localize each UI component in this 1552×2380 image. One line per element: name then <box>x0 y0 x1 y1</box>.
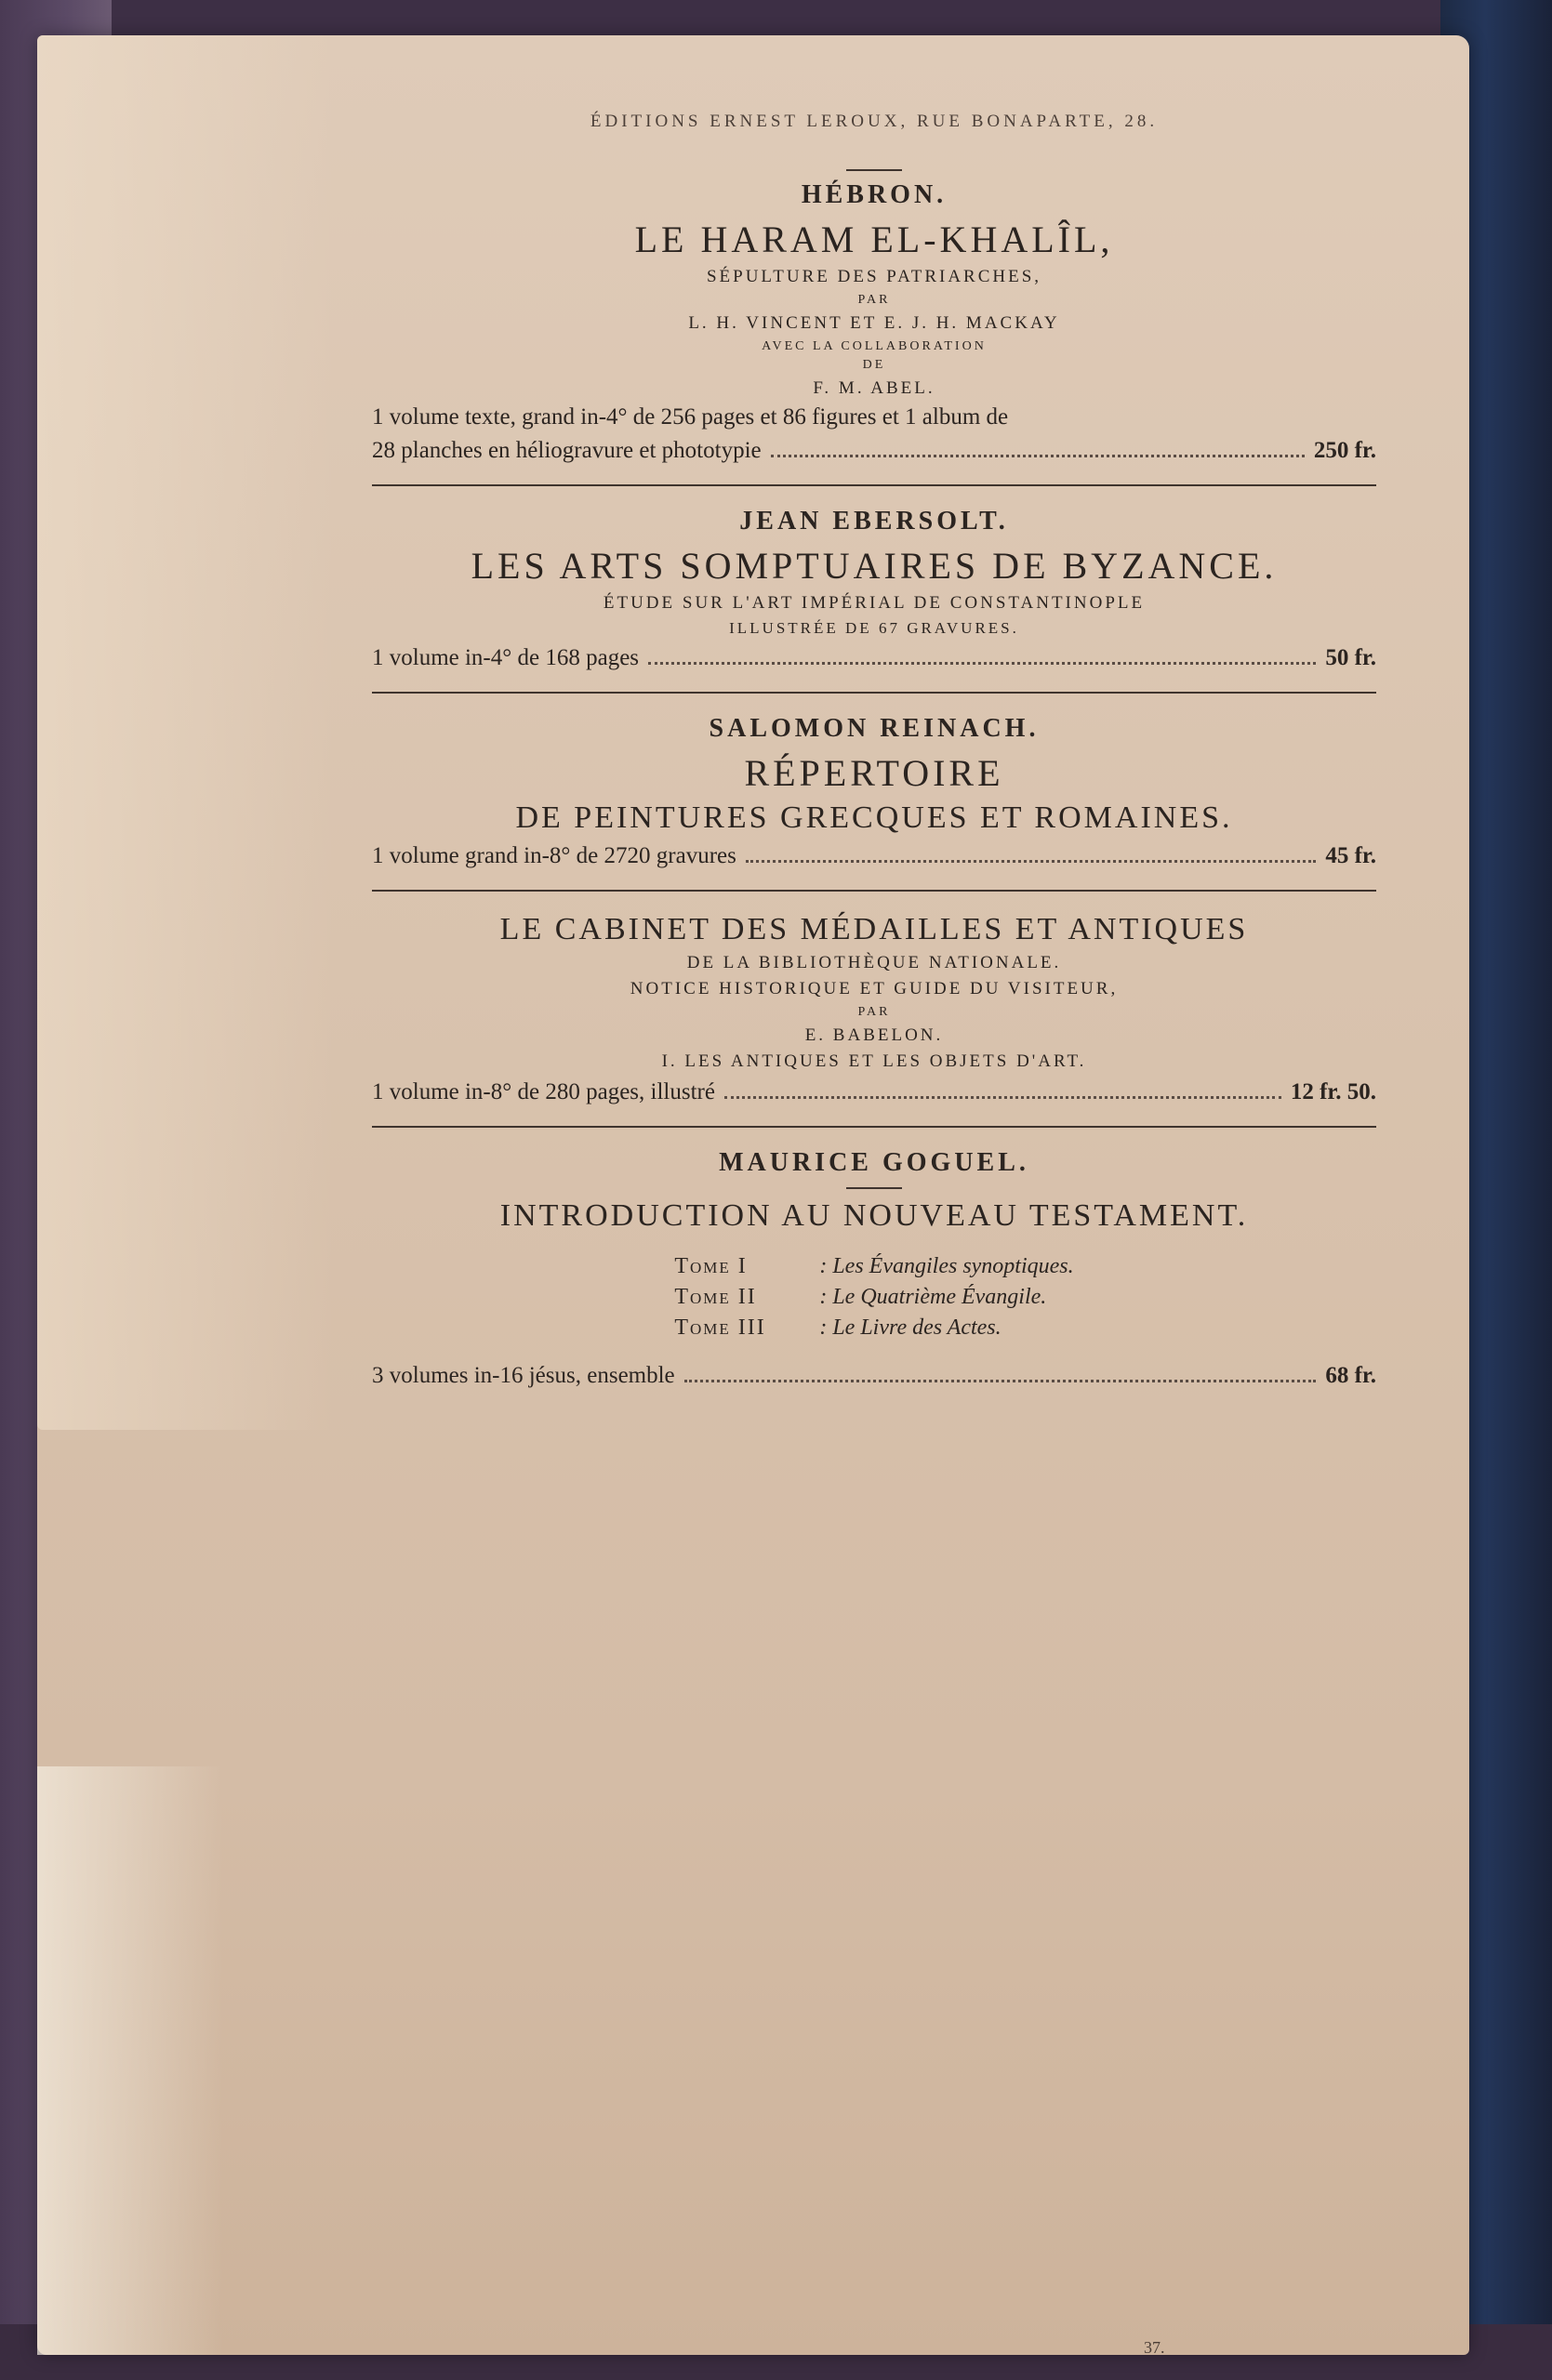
entry-desc: 3 volumes in-16 jésus, ensemble <box>372 1363 675 1388</box>
entry-goguel <box>372 1148 1376 1389</box>
entry-price: 45 fr. <box>1325 843 1376 868</box>
entry-par: PAR <box>857 293 891 307</box>
entry-title: LE HARAM EL-KHALÎL, <box>634 218 1114 260</box>
entry-ebersolt <box>372 507 1376 671</box>
divider <box>846 1187 902 1189</box>
tome-row <box>674 1254 1073 1279</box>
leader-dots <box>648 662 1316 665</box>
leader-dots <box>746 860 1317 863</box>
tome-row <box>674 1316 1073 1341</box>
entry-price-line <box>372 1079 1376 1105</box>
entry-note: NOTICE HISTORIQUE ET GUIDE DU VISITEUR, <box>630 979 1119 998</box>
entry-author: E. BABELON. <box>804 1025 944 1045</box>
tome-title: : Le Quatrième Évangile. <box>819 1285 1047 1309</box>
entry-note: ILLUSTRÉE DE 67 GRAVURES. <box>729 619 1019 637</box>
entry-babelon <box>372 912 1376 1105</box>
leader-dots <box>724 1096 1281 1099</box>
entry-place: HÉBRON. <box>801 180 948 209</box>
entry-price-line <box>372 438 1376 464</box>
entry-title: LE CABINET DES MÉDAILLES ET ANTIQUES <box>499 912 1249 946</box>
entry-price: 12 fr. 50. <box>1290 1079 1376 1104</box>
tome-label: Tome II <box>674 1285 757 1309</box>
entry-collaborator: F. M. ABEL. <box>813 378 935 398</box>
publisher-line: ÉDITIONS ERNEST LEROUX, RUE BONAPARTE, 28. <box>590 112 1159 131</box>
divider <box>846 169 902 171</box>
divider <box>372 692 1376 694</box>
entry-price: 68 fr. <box>1325 1363 1376 1388</box>
entry-de: DE <box>862 358 886 372</box>
divider <box>372 890 1376 892</box>
tome-label: Tome I <box>674 1254 748 1278</box>
entry-price-line <box>372 1363 1376 1389</box>
leader-dots <box>684 1380 1317 1382</box>
tome-title: : Les Évangiles synoptiques. <box>819 1254 1074 1278</box>
entry-part: I. LES ANTIQUES ET LES OBJETS D'ART. <box>661 1051 1087 1071</box>
entry-authors: L. H. VINCENT ET E. J. H. MACKAY <box>688 313 1060 333</box>
tome-row <box>674 1285 1073 1310</box>
entry-subtitle: SÉPULTURE DES PATRIARCHES, <box>706 267 1042 286</box>
entry-subtitle: DE PEINTURES GRECQUES ET ROMAINES. <box>515 800 1233 835</box>
entry-desc-line2: 28 planches en héliogravure et phototypie <box>372 438 762 463</box>
entry-par: PAR <box>857 1005 891 1019</box>
entry-desc-line1: 1 volume texte, grand in-4° de 256 pages et 86 figures et 1 album de <box>372 404 1009 430</box>
entry-author: MAURICE GOGUEL. <box>719 1148 1029 1177</box>
entry-desc: 1 volume in-4° de 168 pages <box>372 645 640 670</box>
entry-subtitle: DE LA BIBLIOTHÈQUE NATIONALE. <box>686 953 1062 972</box>
divider <box>372 484 1376 486</box>
entry-title: INTRODUCTION AU NOUVEAU TESTAMENT. <box>499 1198 1249 1233</box>
entry-collab: AVEC LA COLLABORATION <box>762 339 987 353</box>
footer-mark: 37. <box>1144 2338 1165 2357</box>
leader-dots <box>771 455 1305 457</box>
entry-price-line <box>372 843 1376 869</box>
entry-price-line <box>372 645 1376 671</box>
tome-label: Tome III <box>674 1316 766 1340</box>
entry-subtitle: ÉTUDE SUR L'ART IMPÉRIAL DE CONSTANTINOPLE <box>603 593 1146 613</box>
entry-author: JEAN EBERSOLT. <box>739 507 1009 536</box>
page-stain <box>37 35 335 1430</box>
entry-price: 50 fr. <box>1325 645 1376 670</box>
entry-desc: 1 volume grand in-8° de 2720 gravures <box>372 843 736 868</box>
tome-title: : Le Livre des Actes. <box>819 1316 1002 1340</box>
page-content <box>372 112 1376 1396</box>
tome-list <box>674 1249 1073 1346</box>
entry-reinach <box>372 714 1376 869</box>
entry-author: SALOMON REINACH. <box>709 714 1040 743</box>
entry-price: 250 fr. <box>1313 438 1376 463</box>
divider <box>372 1126 1376 1128</box>
entry-title: RÉPERTOIRE <box>744 752 1004 794</box>
entry-haram <box>372 180 1376 464</box>
entry-desc: 1 volume in-8° de 280 pages, illustré <box>372 1079 715 1104</box>
entry-title: LES ARTS SOMPTUAIRES DE BYZANCE. <box>471 545 1278 587</box>
page-worn-edge <box>37 1766 223 2355</box>
